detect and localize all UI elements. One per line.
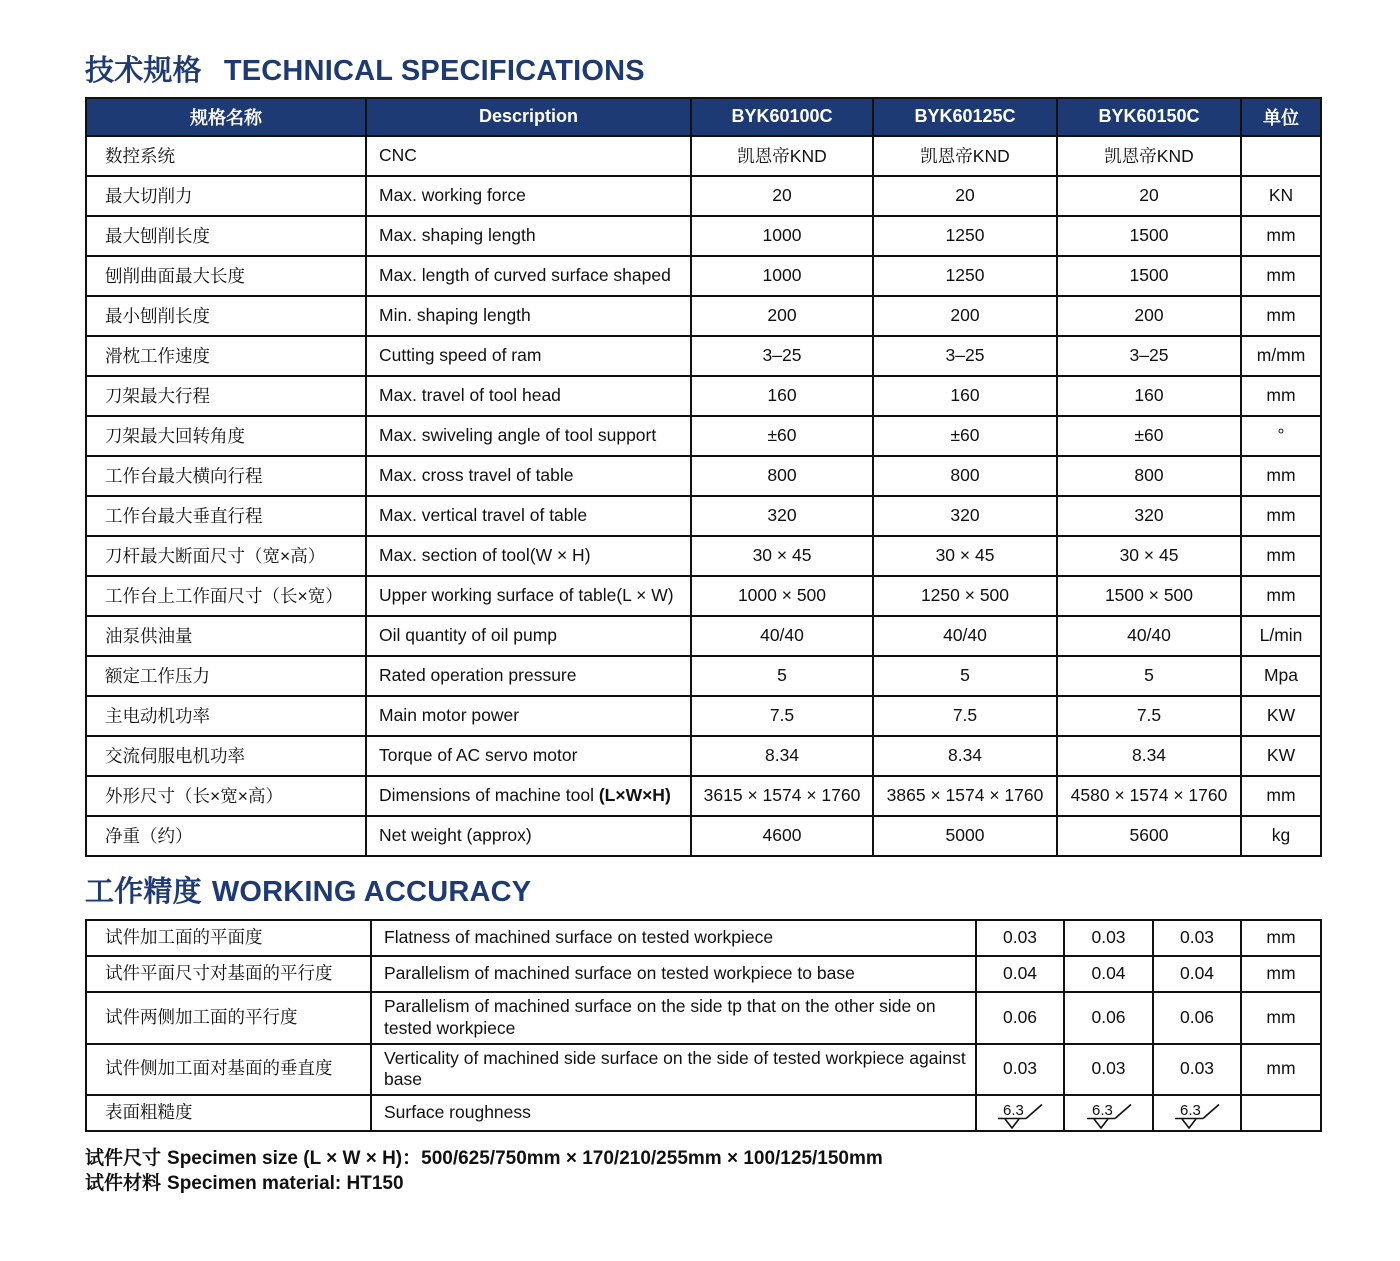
spec-cell-value-byk60100: 凯恩帝KND [691, 136, 873, 176]
specimen-material-text: Specimen material: HT150 [167, 1173, 404, 1195]
spec-cell-value-byk60100: 320 [691, 496, 873, 536]
accuracy-cell-value-0: 0.03 [976, 920, 1064, 956]
spec-cell-value-byk60101: 1250 × 500 [873, 576, 1057, 616]
spec-cell-name-zh: 刨削曲面最大长度 [86, 256, 366, 296]
section-title-technical-specifications [85, 56, 1320, 88]
spec-cell-value-byk60100: 20 [691, 176, 873, 216]
spec-cell-value-byk60102: 7.5 [1057, 696, 1241, 736]
accuracy-cell-name-zh: 试件平面尺寸对基面的平行度 [86, 956, 371, 992]
spec-cell-description: Max. swiveling angle of tool support [366, 416, 691, 456]
spec-header-5: 单位 [1241, 98, 1321, 136]
accuracy-cell-description: Verticality of machined side surface on the side of tested workpiece against base [371, 1044, 976, 1096]
accuracy-cell-description: Flatness of machined surface on tested workpiece [371, 920, 976, 956]
spec-table-row [86, 816, 1321, 856]
spec-cell-unit: ° [1241, 416, 1321, 456]
spec-cell-value-byk60100: ±60 [691, 416, 873, 456]
spec-cell-value-byk60102: 1500 [1057, 256, 1241, 296]
spec-header-1: Description [366, 98, 691, 136]
spec-table-row [86, 496, 1321, 536]
spec-cell-name-zh: 刀架最大行程 [86, 376, 366, 416]
spec-table-row [86, 576, 1321, 616]
spec-cell-value-byk60101: 800 [873, 456, 1057, 496]
spec-cell-unit: KN [1241, 176, 1321, 216]
spec-cell-name-zh: 外形尺寸（长×宽×高） [86, 776, 366, 816]
spec-cell-unit: mm [1241, 536, 1321, 576]
surface-roughness-icon [1172, 1102, 1222, 1131]
spec-cell-description: Net weight (approx) [366, 816, 691, 856]
technical-specifications-table [85, 97, 1322, 857]
accuracy-cell-unit [1241, 1095, 1321, 1131]
spec-cell-name-zh: 净重（约） [86, 816, 366, 856]
accuracy-cell-value-2: 0.03 [1153, 1044, 1241, 1096]
spec-cell-value-byk60101: 200 [873, 296, 1057, 336]
section-title-en: TECHNICAL SPECIFICATIONS [223, 55, 645, 87]
spec-cell-value-byk60100: 8.34 [691, 736, 873, 776]
spec-cell-description: Cutting speed of ram [366, 336, 691, 376]
accuracy-cell-value-1: 0.06 [1064, 992, 1153, 1044]
accuracy-cell-value-1: 0.04 [1064, 956, 1153, 992]
specimen-size-text: Specimen size (L × W × H)：500/625/750mm × 170/210/255mm × 100/125/150mm [167, 1148, 883, 1170]
accuracy-cell-unit: mm [1241, 1044, 1321, 1096]
spec-header-2: BYK60100C [691, 98, 873, 136]
spec-cell-value-byk60100: 800 [691, 456, 873, 496]
accuracy-cell-value-2: 0.03 [1153, 920, 1241, 956]
spec-cell-unit: L/min [1241, 616, 1321, 656]
spec-cell-value-byk60101: 20 [873, 176, 1057, 216]
spec-cell-value-byk60101: 凯恩帝KND [873, 136, 1057, 176]
spec-table-row [86, 216, 1321, 256]
specimen-size-line [85, 1146, 1320, 1171]
spec-cell-value-byk60102: 30 × 45 [1057, 536, 1241, 576]
spec-table-row [86, 336, 1321, 376]
accuracy-cell-unit: mm [1241, 956, 1321, 992]
spec-cell-unit: kg [1241, 816, 1321, 856]
accuracy-cell-unit: mm [1241, 992, 1321, 1044]
spec-cell-description: Upper working surface of table(L × W) [366, 576, 691, 616]
spec-cell-description: Torque of AC servo motor [366, 736, 691, 776]
spec-cell-description: Min. shaping length [366, 296, 691, 336]
spec-cell-value-byk60102: 20 [1057, 176, 1241, 216]
spec-cell-value-byk60101: 320 [873, 496, 1057, 536]
spec-table-row [86, 416, 1321, 456]
section-title-working-accuracy [85, 877, 1320, 909]
accuracy-table-row [86, 1095, 1321, 1131]
spec-table-row [86, 256, 1321, 296]
spec-cell-value-byk60102: 320 [1057, 496, 1241, 536]
spec-cell-value-byk60102: 1500 [1057, 216, 1241, 256]
spec-cell-unit [1241, 136, 1321, 176]
accuracy-cell-value-0 [976, 1095, 1064, 1131]
spec-cell-description: CNC [366, 136, 691, 176]
svg-text:6.3: 6.3 [1091, 1102, 1113, 1120]
spec-cell-name-zh: 最小刨削长度 [86, 296, 366, 336]
spec-cell-value-byk60102: 4580 × 1574 × 1760 [1057, 776, 1241, 816]
spec-cell-name-zh: 最大切削力 [86, 176, 366, 216]
spec-cell-unit: mm [1241, 456, 1321, 496]
spec-cell-name-zh: 工作台最大垂直行程 [86, 496, 366, 536]
accuracy-title-en: WORKING ACCURACY [211, 875, 532, 908]
spec-cell-unit: mm [1241, 776, 1321, 816]
spec-cell-value-byk60101: 5000 [873, 816, 1057, 856]
spec-cell-value-byk60101: 8.34 [873, 736, 1057, 776]
accuracy-cell-name-zh: 试件两侧加工面的平行度 [86, 992, 371, 1044]
spec-cell-value-byk60101: 3–25 [873, 336, 1057, 376]
spec-table-row [86, 536, 1321, 576]
spec-cell-description: Max. length of curved surface shaped [366, 256, 691, 296]
accuracy-table-row [86, 1044, 1321, 1096]
accuracy-cell-value-0: 0.03 [976, 1044, 1064, 1096]
spec-cell-description: Rated operation pressure [366, 656, 691, 696]
accuracy-cell-name-zh: 试件加工面的平面度 [86, 920, 371, 956]
surface-roughness-icon [1084, 1102, 1134, 1131]
spec-table-row [86, 376, 1321, 416]
accuracy-cell-value-1 [1064, 1095, 1153, 1131]
accuracy-cell-description: Parallelism of machined surface on the side tp that on the other side on tested workpiece [371, 992, 976, 1044]
spec-cell-value-byk60100: 1000 [691, 256, 873, 296]
spec-cell-name-zh: 刀杆最大断面尺寸（宽×高） [86, 536, 366, 576]
accuracy-cell-description: Parallelism of machined surface on tested workpiece to base [371, 956, 976, 992]
spec-cell-value-byk60101: 3865 × 1574 × 1760 [873, 776, 1057, 816]
spec-table-row [86, 736, 1321, 776]
spec-cell-description: Dimensions of machine tool (L×W×H) [366, 776, 691, 816]
spec-table-header [86, 98, 1321, 136]
spec-cell-name-zh: 主电动机功率 [86, 696, 366, 736]
spec-cell-value-byk60102: 5 [1057, 656, 1241, 696]
spec-cell-value-byk60101: 5 [873, 656, 1057, 696]
spec-cell-name-zh: 交流伺服电机功率 [86, 736, 366, 776]
spec-cell-value-byk60102: 200 [1057, 296, 1241, 336]
spec-table-row [86, 616, 1321, 656]
spec-cell-value-byk60101: 160 [873, 376, 1057, 416]
specimen-material-label-zh: 试件材料 [85, 1173, 162, 1195]
spec-cell-value-byk60102: ±60 [1057, 416, 1241, 456]
spec-table-row [86, 176, 1321, 216]
accuracy-table-row [86, 992, 1321, 1044]
spec-cell-value-byk60101: 1250 [873, 256, 1057, 296]
accuracy-cell-value-2: 0.06 [1153, 992, 1241, 1044]
spec-cell-description: Max. travel of tool head [366, 376, 691, 416]
spec-cell-description: Max. section of tool(W × H) [366, 536, 691, 576]
spec-cell-description-bold: (L×W×H) [598, 785, 671, 806]
spec-cell-value-byk60100: 5 [691, 656, 873, 696]
spec-cell-value-byk60100: 160 [691, 376, 873, 416]
spec-cell-value-byk60100: 200 [691, 296, 873, 336]
spec-cell-name-zh: 工作台上工作面尺寸（长×宽） [86, 576, 366, 616]
spec-cell-value-byk60100: 1000 × 500 [691, 576, 873, 616]
accuracy-table-row [86, 920, 1321, 956]
section-title-zh: 技术规格 [85, 55, 202, 87]
spec-cell-unit: mm [1241, 256, 1321, 296]
spec-cell-description: Max. shaping length [366, 216, 691, 256]
spec-cell-name-zh: 额定工作压力 [86, 656, 366, 696]
surface-roughness-icon [995, 1102, 1045, 1131]
spec-cell-value-byk60100: 40/40 [691, 616, 873, 656]
spec-cell-value-byk60102: 40/40 [1057, 616, 1241, 656]
spec-cell-value-byk60100: 3–25 [691, 336, 873, 376]
specimen-notes [85, 1146, 1320, 1196]
spec-cell-value-byk60102: 800 [1057, 456, 1241, 496]
spec-cell-unit: mm [1241, 376, 1321, 416]
spec-header-3: BYK60125C [873, 98, 1057, 136]
spec-cell-description: Main motor power [366, 696, 691, 736]
spec-cell-name-zh: 工作台最大横向行程 [86, 456, 366, 496]
spec-header-0: 规格名称 [86, 98, 366, 136]
spec-cell-name-zh: 刀架最大回转角度 [86, 416, 366, 456]
spec-table-row [86, 776, 1321, 816]
spec-cell-description: Max. working force [366, 176, 691, 216]
spec-header-4: BYK60150C [1057, 98, 1241, 136]
accuracy-table-row [86, 956, 1321, 992]
spec-cell-value-byk60100: 3615 × 1574 × 1760 [691, 776, 873, 816]
accuracy-cell-name-zh: 试件侧加工面对基面的垂直度 [86, 1044, 371, 1096]
spec-cell-unit: Mpa [1241, 656, 1321, 696]
spec-cell-name-zh: 最大刨削长度 [86, 216, 366, 256]
accuracy-cell-description: Surface roughness [371, 1095, 976, 1131]
spec-cell-value-byk60100: 4600 [691, 816, 873, 856]
spec-cell-value-byk60100: 30 × 45 [691, 536, 873, 576]
spec-cell-description: Oil quantity of oil pump [366, 616, 691, 656]
spec-cell-description: Max. vertical travel of table [366, 496, 691, 536]
spec-table-row [86, 296, 1321, 336]
spec-table-row [86, 136, 1321, 176]
spec-table-row [86, 656, 1321, 696]
spec-cell-value-byk60101: 1250 [873, 216, 1057, 256]
spec-cell-value-byk60101: 7.5 [873, 696, 1057, 736]
spec-cell-unit: KW [1241, 736, 1321, 776]
spec-table-row [86, 456, 1321, 496]
spec-cell-value-byk60101: 40/40 [873, 616, 1057, 656]
spec-cell-name-zh: 油泵供油量 [86, 616, 366, 656]
spec-cell-value-byk60100: 7.5 [691, 696, 873, 736]
specimen-material-line [85, 1171, 1320, 1196]
accuracy-cell-value-1: 0.03 [1064, 920, 1153, 956]
spec-cell-unit: m/mm [1241, 336, 1321, 376]
spec-cell-value-byk60100: 1000 [691, 216, 873, 256]
spec-cell-value-byk60102: 8.34 [1057, 736, 1241, 776]
spec-cell-value-byk60102: 5600 [1057, 816, 1241, 856]
working-accuracy-table [85, 919, 1322, 1133]
accuracy-title-zh: 工作精度 [85, 875, 202, 908]
spec-cell-unit: mm [1241, 216, 1321, 256]
accuracy-cell-value-1: 0.03 [1064, 1044, 1153, 1096]
spec-cell-unit: KW [1241, 696, 1321, 736]
accuracy-cell-value-2 [1153, 1095, 1241, 1131]
spec-cell-name-zh: 滑枕工作速度 [86, 336, 366, 376]
spec-cell-name-zh: 数控系统 [86, 136, 366, 176]
spec-cell-unit: mm [1241, 296, 1321, 336]
accuracy-cell-value-0: 0.06 [976, 992, 1064, 1044]
spec-cell-value-byk60102: 3–25 [1057, 336, 1241, 376]
spec-cell-value-byk60101: 30 × 45 [873, 536, 1057, 576]
spec-cell-value-byk60102: 160 [1057, 376, 1241, 416]
content-area [85, 56, 1320, 1196]
spec-cell-value-byk60101: ±60 [873, 416, 1057, 456]
spec-cell-value-byk60102: 凯恩帝KND [1057, 136, 1241, 176]
accuracy-cell-value-2: 0.04 [1153, 956, 1241, 992]
spec-table-row [86, 696, 1321, 736]
svg-text:6.3: 6.3 [1180, 1102, 1201, 1120]
spec-cell-description: Max. cross travel of table [366, 456, 691, 496]
specimen-size-label-zh: 试件尺寸 [85, 1148, 162, 1170]
spec-cell-value-byk60102: 1500 × 500 [1057, 576, 1241, 616]
svg-text:6.3: 6.3 [1003, 1102, 1024, 1120]
spec-cell-unit: mm [1241, 576, 1321, 616]
accuracy-cell-unit: mm [1241, 920, 1321, 956]
accuracy-cell-name-zh: 表面粗糙度 [86, 1095, 371, 1131]
accuracy-cell-value-0: 0.04 [976, 956, 1064, 992]
spec-cell-unit: mm [1241, 496, 1321, 536]
